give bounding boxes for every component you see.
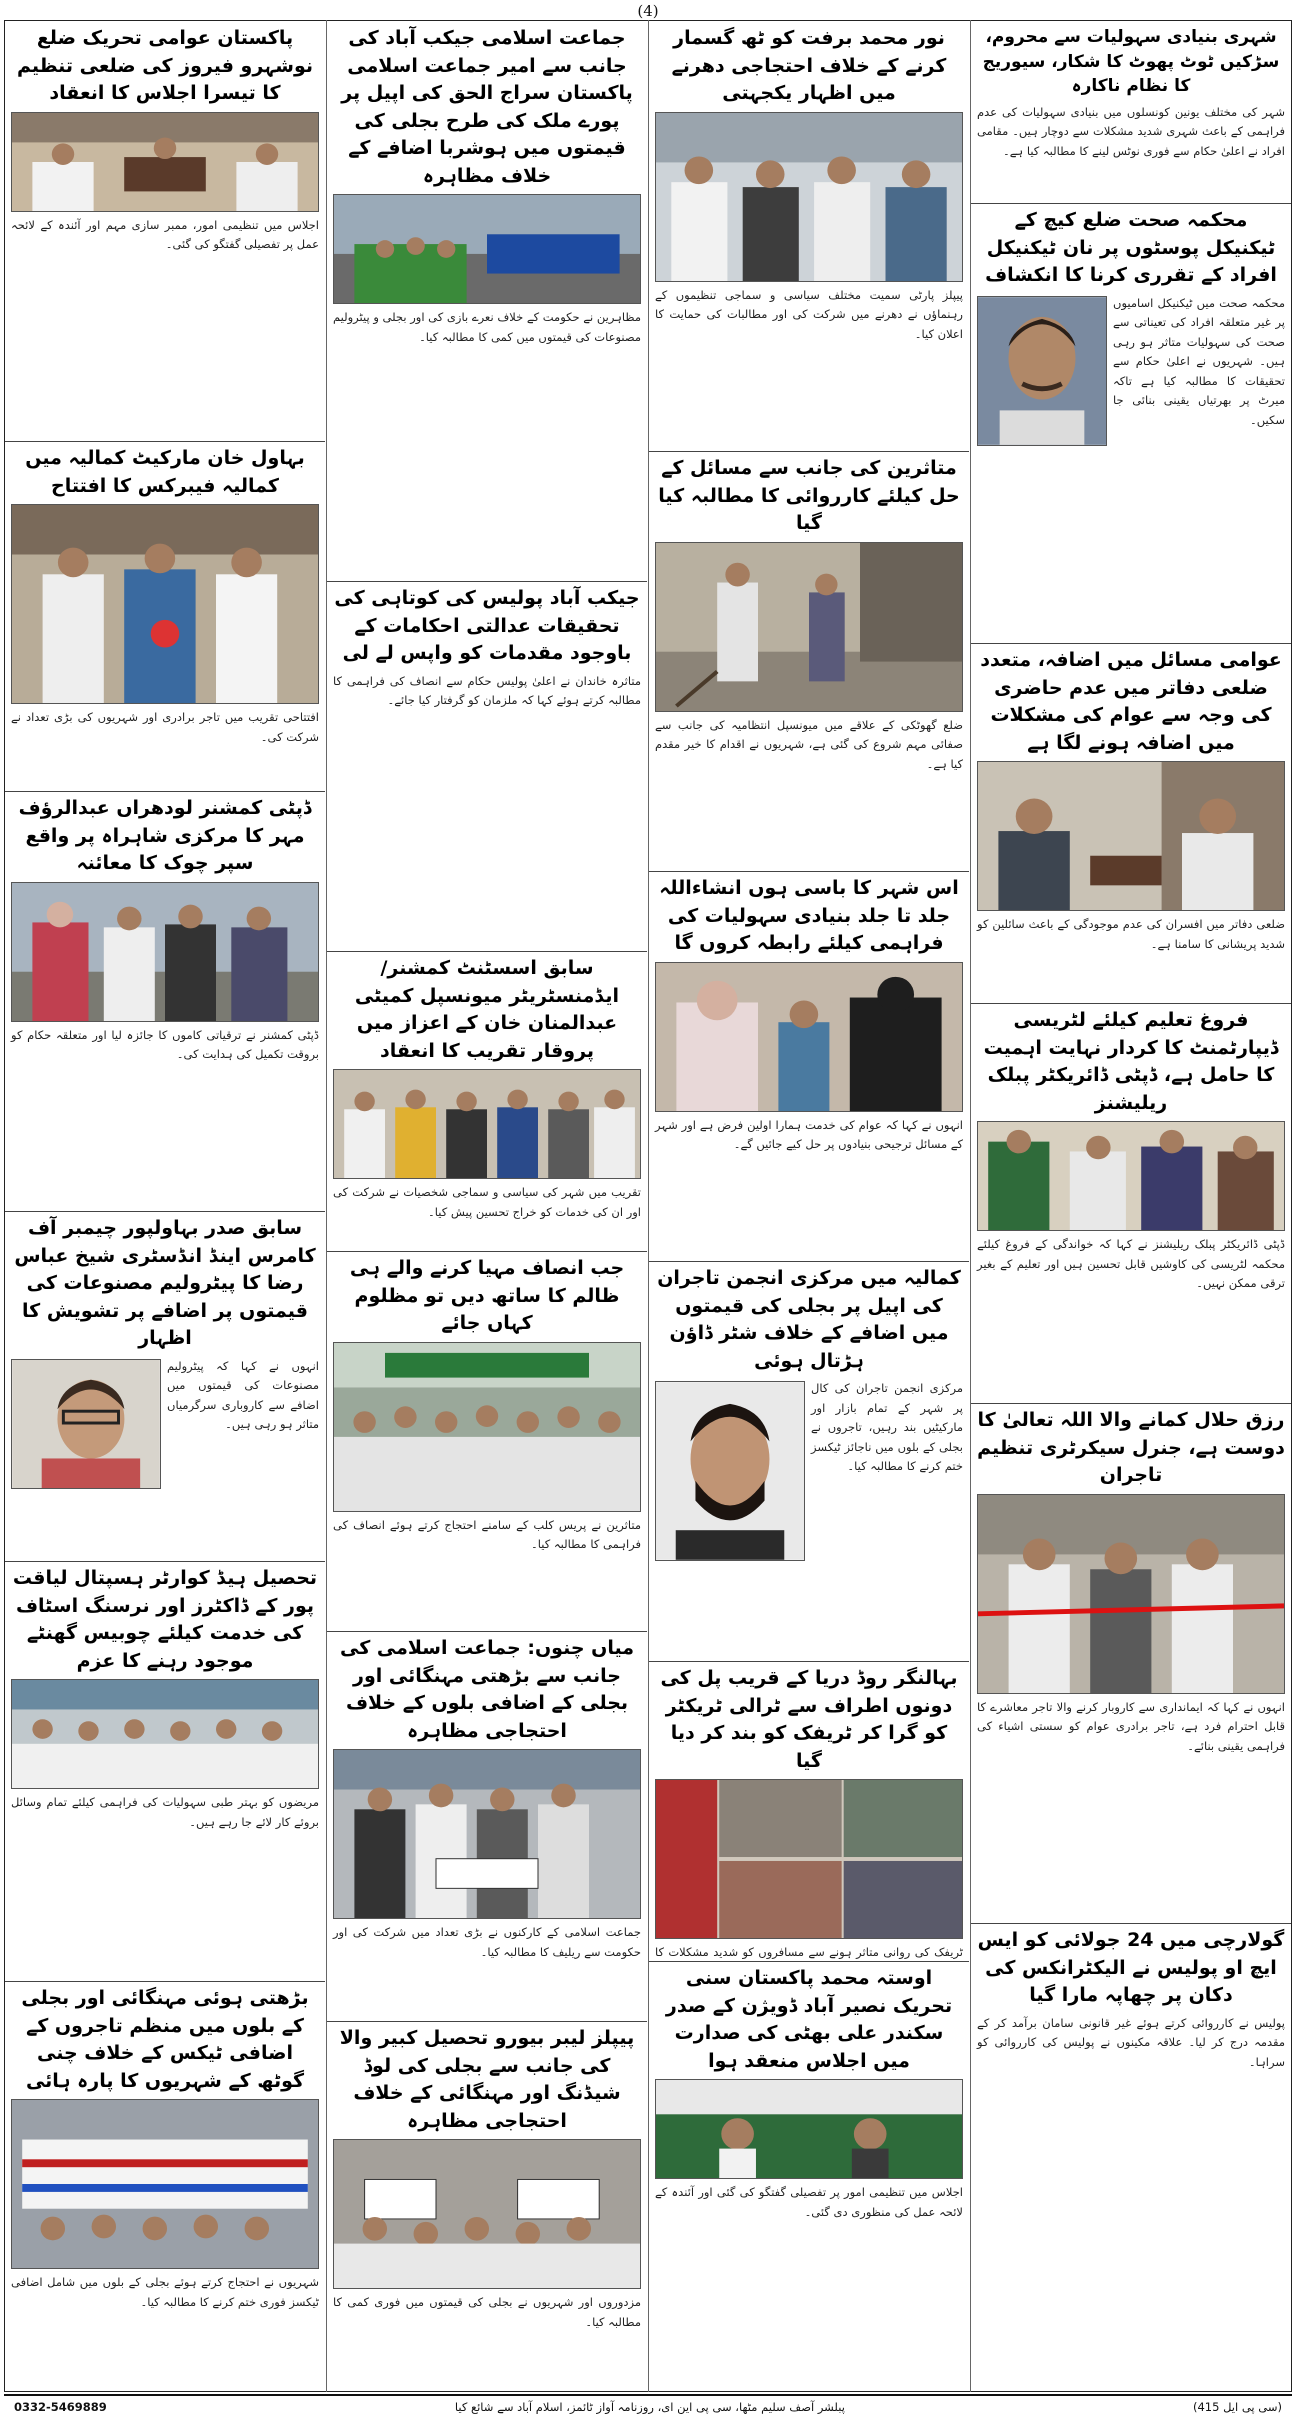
headline: اس شہر کا باسی ہوں انشاءاللہ جلد تا جلد بنیادی سہولیات کی فراہمی کیلئے رابطہ کروں گا — [659, 877, 959, 955]
article-body: جماعت اسلامی کے کارکنوں نے بڑی تعداد میں شرکت کی اور حکومت سے ریلیف کا مطالبہ کیا۔ — [333, 1925, 641, 1959]
article — [649, 872, 969, 1262]
portrait-photo — [655, 1381, 805, 1561]
headline: بہاول خان مارکیٹ کمالیہ میں کمالیہ فیبرکس کا افتتاح — [25, 447, 305, 497]
article — [649, 1262, 969, 1662]
column-4 — [5, 22, 325, 2390]
article-body: شہر کی مختلف یونین کونسلوں میں بنیادی سہولیات کی عدم فراہمی کے باعث شہری شدید مشکلات سے دوچار ہیں۔ مقامی افراد نے اعلیٰ حکام سے فوری نوٹس لینے کا مطالبہ کیا ہے۔ — [977, 104, 1285, 159]
article-body: ضلعی دفاتر میں افسران کی عدم موجودگی کے باعث سائلین کو شدید پریشانی کا سامنا ہے۔ — [977, 917, 1285, 951]
article-body: ضلع گھوٹکی کے علاقے میں میونسپل انتظامیہ کی جانب سے صفائی مہم شروع کی گئی ہے، شہریوں نے اقدام کا خیر مقدم کیا ہے۔ — [655, 717, 963, 771]
headline: جب انصاف مہیا کرنے والے ہی ظالم کا ساتھ دیں تو مظلوم کہاں جائے — [349, 1257, 625, 1335]
article-body: ڈپٹی ڈائریکٹر پبلک ریلیشنز نے کہا کہ خواندگی کے فروغ کیلئے محکمہ لٹریسی کی کاوشیں قابل تحسین ہیں اور تعلیم کے بغیر ترقی ممکن نہیں۔ — [977, 1237, 1285, 1291]
article-body: افتتاحی تقریب میں تاجر برادری اور شہریوں کی بڑی تعداد نے شرکت کی۔ — [11, 710, 319, 744]
article-body: شہریوں نے احتجاج کرتے ہوئے بجلی کے بلوں میں شامل اضافی ٹیکسز فوری ختم کرنے کا مطالبہ کیا۔ — [11, 2275, 319, 2309]
news-photo — [333, 1749, 641, 1919]
news-photo — [11, 882, 319, 1022]
headline: بڑھتی ہوئی مہنگائی اور بجلی کے بلوں میں منظم تاجروں کے اضافی ٹیکس کے خلاف چنی گوٹھ کے شہریوں کا پارہ ہائی — [21, 1987, 309, 2092]
headline: ڈپٹی کمشنر لودھراں عبدالرؤف مہر کا مرکزی شاہراہ پر واقع سپر چوک کا معائنہ — [18, 797, 312, 875]
headline: عوامی مسائل میں اضافہ، متعدد ضلعی دفاتر میں عدم حاضری کی وجہ سے عوام کی مشکلات میں اضافہ ہونے لگا ہے — [980, 649, 1282, 754]
article — [971, 204, 1291, 644]
news-photo — [11, 1679, 319, 1789]
page-number: (4) — [637, 2, 659, 20]
news-photo — [655, 542, 963, 712]
article-body: مظاہرین نے حکومت کے خلاف نعرے بازی کی اور بجلی و پیٹرولیم مصنوعات کی قیمتوں میں کمی کا مطالبہ کیا۔ — [333, 310, 641, 344]
article-body: اجلاس میں تنظیمی امور، ممبر سازی مہم اور آئندہ کے لائحہ عمل پر تفصیلی گفتگو کی گئی۔ — [11, 217, 319, 252]
article-body: مرکزی انجمن تاجران کی کال پر شہر کے تمام بازار اور مارکیٹیں بند رہیں، تاجروں نے بجلی کے بلوں میں ناجائز ٹیکسز ختم کرنے کا مطالبہ کیا۔ — [811, 1381, 963, 1474]
headline: بہالنگر روڈ دریا کے قریب پل کی دونوں اطراف سے ٹرالی ٹریکٹر کو گرا کر ٹریفک کو بند کر دیا گیا — [660, 1667, 958, 1772]
news-photo — [655, 112, 963, 282]
article — [649, 1662, 969, 1962]
article — [327, 1252, 647, 1632]
issue-code: (سی پی ایل 415) — [1192, 2400, 1282, 2414]
phone-number: 0332-5469889 — [14, 2400, 107, 2414]
article-body: متاثرہ خاندان نے اعلیٰ پولیس حکام سے انصاف کی فراہمی کا مطالبہ کرتے ہوئے کہا کہ ملزمان کو گرفتار کیا جائے۔ — [333, 673, 641, 708]
article — [971, 22, 1291, 204]
footer-bar — [4, 2394, 1292, 2418]
column-2 — [649, 22, 969, 2390]
portrait-photo — [11, 1359, 161, 1489]
headline: فروغ تعلیم کیلئے لٹریسی ڈیپارٹمنٹ کا کردار نہایت اہمیت کا حامل ہے، ڈپٹی ڈائریکٹر پبلک ریلیشنز — [983, 1009, 1279, 1114]
article — [649, 1962, 969, 2382]
article — [5, 22, 325, 442]
headline: سابق صدر بہاولپور چیمبر آف کامرس اینڈ انڈسٹری شیخ عباس رضا کا پیٹرولیم مصنوعات کی قیمتوں پر اضافے پر تشویش کا اظہار — [14, 1217, 316, 1350]
article-body: متاثرین نے پریس کلب کے سامنے احتجاج کرتے ہوئے انصاف کی فراہمی کا مطالبہ کیا۔ — [333, 1517, 641, 1552]
article — [327, 582, 647, 952]
news-photo — [977, 1121, 1285, 1231]
article-body: محکمہ صحت میں ٹیکنیکل اسامیوں پر غیر متعلقہ افراد کی تعیناتی سے صحت کی سہولیات متاثر ہو رہی ہیں۔ شہریوں نے اعلیٰ حکام سے تحقیقات کا مطالبہ کیا ہے تاکہ میرٹ پر بھرتیاں یقینی بنائی جا سکیں۔ — [1113, 295, 1285, 427]
article-body: مزدوروں اور شہریوں نے بجلی کی قیمتوں میں فوری کمی کا مطالبہ کیا۔ — [333, 2295, 641, 2329]
headline: پیپلز لیبر بیورو تحصیل کبیر والا کی جانب سے بجلی کی لوڈ شیڈنگ اور مہنگائی کے خلاف احتجاجی مظاہرہ — [339, 2027, 635, 2132]
news-photo — [333, 1342, 641, 1512]
article — [971, 1404, 1291, 1924]
news-photo — [977, 761, 1285, 911]
article — [971, 1924, 1291, 2384]
headline: گولارچی میں 24 جولائی کو ایس ایچ او پولیس نے الیکٹرانکس کی دکان پر چھاپہ مارا گیا — [977, 1929, 1285, 2007]
headline: تحصیل ہیڈ کوارٹر ہسپتال لیاقت پور کے ڈاکٹرز اور نرسنگ اسٹاف کی خدمت کیلئے چوبیس گھنٹے موجود رہنے کا عزم — [12, 1567, 318, 1672]
news-photo — [655, 2079, 963, 2179]
publisher-line: پبلشر آصف سلیم مٹھا، سی پی این ای، روزنامہ آواز ٹائمز، اسلام آباد سے شائع کیا — [454, 2400, 845, 2414]
article-body: تقریب میں شہر کی سیاسی و سماجی شخصیات نے شرکت کی اور ان کی خدمات کو خراج تحسین پیش کیا۔ — [333, 1185, 641, 1219]
column-3 — [327, 22, 647, 2390]
news-photo — [11, 504, 319, 704]
article — [649, 452, 969, 872]
news-photo — [333, 194, 641, 304]
headline: نور محمد برفت کو ٹھ گسمار کرنے کے خلاف احتجاجی دھرنے میں اظہار یکجہتی — [671, 27, 947, 105]
news-photo — [11, 2099, 319, 2269]
headline: رزق حلال کمانے والا اللہ تعالیٰ کا دوست ہے، جنرل سیکرٹری تنظیم تاجران — [977, 1409, 1285, 1487]
column-1 — [971, 22, 1291, 2390]
article — [971, 644, 1291, 1004]
headline: اوستہ محمد پاکستان سنی تحریک نصیر آباد ڈویژن کے صدر سکندر علی بھٹی کی صدارت میں اجلاس منعقد ہوا — [665, 1967, 953, 2072]
portrait-photo — [977, 296, 1107, 446]
article-body: انہوں نے کہا کہ پیٹرولیم مصنوعات کی قیمتوں میں اضافے سے کاروباری سرگرمیاں متاثر ہو رہی ہیں۔ — [167, 1358, 319, 1432]
article — [5, 1982, 325, 2382]
article — [327, 2022, 647, 2382]
news-photo — [11, 112, 319, 212]
headline: سابق اسسٹنٹ کمشنر/ ایڈمنسٹریٹر میونسپل کمیٹی عبدالمنان خان کے اعزاز میں پروقار تقریب کا انعقاد — [354, 957, 620, 1062]
article-body: انہوں نے کہا کہ عوام کی خدمت ہمارا اولین فرض ہے اور شہر کے مسائل ترجیحی بنیادوں پر حل کیے جائیں گے۔ — [655, 1117, 963, 1152]
headline: محکمہ صحت ضلع کیچ کے ٹیکنیکل پوسٹوں پر نان ٹیکنیکل افراد کے تقرری کرنا کا انکشاف — [985, 209, 1277, 287]
article — [971, 1004, 1291, 1404]
news-photo — [977, 1494, 1285, 1694]
headline: متاثرین کی جانب سے مسائل کے حل کیلئے کارروائی کا مطالبہ کیا گیا — [658, 457, 960, 535]
article — [5, 1212, 325, 1562]
headline: کمالیہ میں مرکزی انجمن تاجران کی اپیل پر بجلی کی قیمتوں میں اضافے کے خلاف شٹر ڈاؤن ہڑتال ہوئی — [657, 1267, 961, 1372]
article-body: ٹریفک کی روانی متاثر ہونے سے مسافروں کو شدید مشکلات کا — [655, 1945, 963, 1960]
news-photo — [655, 1779, 963, 1939]
article-body: اجلاس میں تنظیمی امور پر تفصیلی گفتگو کی گئی اور آئندہ کے لائحہ عمل کی منظوری دی گئی۔ — [655, 2185, 963, 2219]
article — [327, 1632, 647, 2022]
headline: شہری بنیادی سہولیات سے محروم، سڑکیں ٹوٹ پھوٹ کا شکار، سیوریج کا نظام ناکارہ — [982, 27, 1280, 97]
news-photo — [333, 1069, 641, 1179]
article — [5, 1562, 325, 1982]
headline: میاں چنوں: جماعت اسلامی کی جانب سے بڑھتی مہنگائی اور بجلی کے اضافی بلوں کے خلاف احتجاجی مظاہرہ — [339, 1637, 635, 1742]
news-photo — [655, 962, 963, 1112]
article — [649, 22, 969, 452]
article — [327, 22, 647, 582]
article-body: پیپلز پارٹی سمیت مختلف سیاسی و سماجی تنظیموں کے رہنماؤں نے دھرنے میں شرکت کی اور مطالبات کی حمایت کا اعلان کیا۔ — [655, 287, 963, 341]
article — [327, 952, 647, 1252]
headline: جماعت اسلامی جیکب آباد کی جانب سے امیر جماعت اسلامی پاکستان سراج الحق کی اپیل پر پورے ملک کی طرح بجلی کی قیمتوں میں ہوشربا اضافے کے خلاف مظاہرہ — [341, 27, 633, 187]
article-body: انہوں نے کہا کہ ایمانداری سے کاروبار کرنے والا تاجر معاشرے کا قابل احترام فرد ہے، تاجر برادری عوام کو سستی اشیاء کی فراہمی یقینی بنائے۔ — [977, 1699, 1285, 1753]
article — [5, 442, 325, 792]
headline: جیکب آباد پولیس کی کوتاہی کی تحقیقات عدالتی احکامات کے باوجود مقدمات کو واپس لے لی — [334, 587, 640, 665]
news-photo — [333, 2139, 641, 2289]
headline: پاکستان عوامی تحریک ضلع نوشہرو فیروز کی ضلعی تنظیم کا تیسرا اجلاس کا انعقاد — [16, 27, 314, 105]
article — [5, 792, 325, 1212]
article-body: مریضوں کو بہتر طبی سہولیات کی فراہمی کیلئے تمام وسائل بروئے کار لائے جا رہے ہیں۔ — [11, 1795, 319, 1829]
article-body: ڈپٹی کمشنر نے ترقیاتی کاموں کا جائزہ لیا اور متعلقہ حکام کو بروقت تکمیل کی ہدایت کی۔ — [11, 1027, 319, 1062]
article-body: پولیس نے کارروائی کرتے ہوئے غیر قانونی سامان برآمد کر کے مقدمہ درج کر لیا۔ علاقہ مکینوں نے پولیس کی کارروائی کو سراہا۔ — [977, 2015, 1285, 2069]
